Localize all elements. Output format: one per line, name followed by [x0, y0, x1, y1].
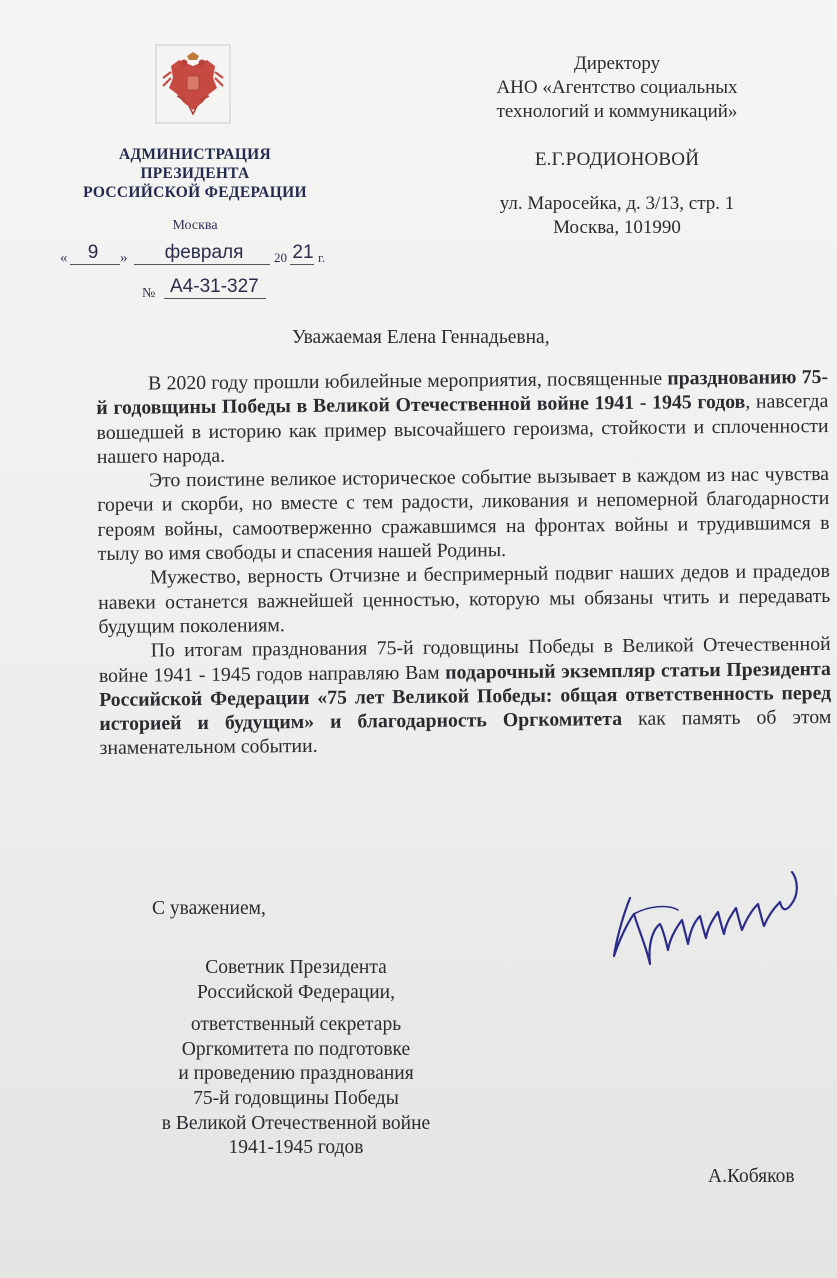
number-value: А4-31-327	[170, 276, 259, 297]
letter-date	[58, 240, 348, 270]
position-line: и проведению празднования	[178, 1063, 414, 1085]
date-year-abbr: г.	[318, 250, 326, 265]
position-line: 1941-1945 годов	[228, 1137, 364, 1159]
paragraph: Это поистине великое историческое событие вызывает в каждом из нас чувства горечи и скорби, но вместе с тем радости, ликования и непомерной благодарности героям войны, самоотверженно сражавшимся на фронтах войны и трудившимся в тылу во имя свободы и спасения нашей Родины.	[97, 463, 830, 566]
date-day-underline	[70, 264, 120, 265]
date-quote-open: «	[60, 250, 68, 266]
org-line: ПРЕЗИДЕНТА	[140, 165, 250, 182]
addressee-block	[452, 52, 782, 240]
text-run: как память об этом знаменательном событии.	[99, 706, 832, 760]
text-run: По итогам празднования 75-й годовщины Победы в Великой Отечественной войне 1941 - 1945 годов направляю Вам	[98, 633, 831, 687]
number-underline	[164, 298, 266, 299]
paragraph	[99, 632, 832, 761]
greeting: Уважаемая Елена Геннадьевна,	[292, 327, 550, 348]
date-year-prefix: 20	[274, 250, 287, 265]
address-line: ул. Маросейка, д. 3/13, стр. 1	[499, 193, 735, 214]
date-year-suffix: 21	[292, 242, 314, 263]
paragraph: Мужество, верность Отчизне и беспримерный подвиг наших дедов и прадедов навеки останется важнейшей ценностью, которую мы обязаны чтить и передавать будущим поколениям.	[98, 560, 831, 638]
addressee-line: технологий и коммуникаций»	[496, 101, 738, 122]
addressee-name: Е.Г.РОДИОНОВОЙ	[534, 149, 700, 170]
position-line: ответственный секретарь	[190, 1014, 402, 1036]
number-sign: №	[142, 286, 156, 301]
letter-number	[142, 274, 342, 304]
handwritten-signature	[608, 858, 808, 978]
closing: С уважением,	[152, 898, 266, 919]
bold-run: подарочный экземпляр статьи Президента Российской Федерации «75 лет Великой Победы: общая ответственность перед историей и будущим» и благодарность Оргкомитета	[99, 657, 832, 736]
position-line: Российской Федерации,	[197, 981, 395, 1003]
text-run: В 2020 году прошли юбилейные мероприятия, посвященные	[148, 367, 668, 395]
sender-city: Москва	[172, 218, 218, 233]
date-month: февраля	[164, 242, 244, 263]
sender-organization	[60, 145, 330, 202]
letter-body	[96, 365, 832, 761]
position-line: 75-й годовщины Победы	[193, 1087, 399, 1109]
bold-run: празднованию 75-й годовщины Победы в Великой Отечественной войне 1941 - 1945 годов	[96, 365, 829, 420]
text-run: , навсегда вошедшей в историю как пример высочайшего героизма, стойкости и сплоченности нашего народа.	[96, 390, 829, 468]
org-line: АДМИНИСТРАЦИЯ	[118, 146, 272, 163]
position-line: Оргкомитета по подготовке	[181, 1038, 411, 1060]
date-year-underline	[290, 264, 314, 265]
addressee-line: Директору	[573, 53, 661, 74]
date-month-underline	[134, 264, 270, 265]
org-line: РОССИЙСКОЙ ФЕДЕРАЦИИ	[83, 184, 307, 201]
date-day: 9	[87, 242, 99, 263]
position-line: Советник Президента	[205, 957, 387, 978]
addressee-line: АНО «Агентство социальных	[496, 77, 738, 98]
position-gap	[106, 1005, 486, 1013]
date-quote-close: »	[120, 250, 128, 266]
signatory-name: А.Кобяков	[708, 1166, 795, 1187]
position-line: в Великой Отечественной войне	[161, 1112, 431, 1134]
paragraph	[96, 365, 829, 469]
signatory-position	[106, 956, 486, 1161]
address-line: Москва, 101990	[553, 217, 681, 238]
russian-coat-of-arms-icon	[155, 44, 231, 124]
